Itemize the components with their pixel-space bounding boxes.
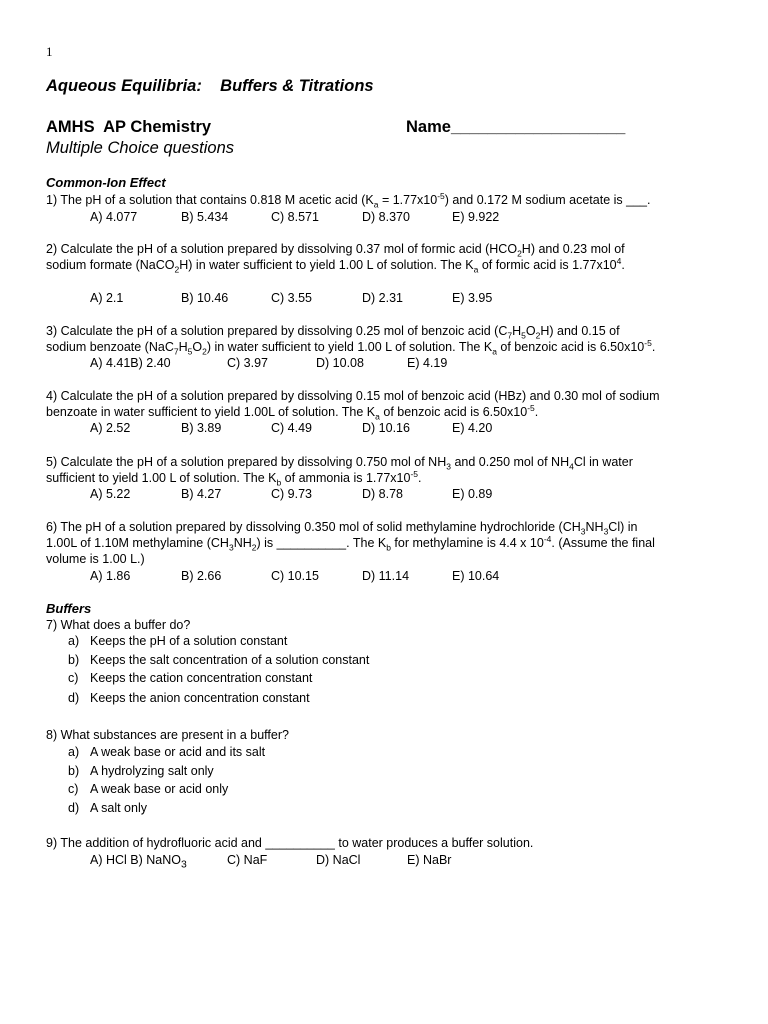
option-text: A salt only xyxy=(90,801,147,815)
question-8-line-1: 8) What substances are present in a buffer? xyxy=(46,728,289,742)
question-4-line-2: benzoate in water sufficient to yield 1.00L of solution. The $K_a$ of benzoic acid is $6.50x10^{-5}$. xyxy=(46,402,539,422)
choice[interactable]: D) 8.78 xyxy=(362,487,403,501)
option-text: Keeps the cation concentration constant xyxy=(90,671,313,685)
question-6-choices xyxy=(0,568,600,584)
question-3-line-1: 3) Calculate the pH of a solution prepared by dissolving 0.25 mol of benzoic acid $(C_7H_5O_2H)$ and 0.15 of xyxy=(46,324,620,341)
choice[interactable]: B) 3.89 xyxy=(181,421,222,435)
option-text: Keeps the salt concentration of a solution constant xyxy=(90,653,370,667)
choice[interactable]: A) 4.077 xyxy=(90,210,138,224)
choice[interactable]: A) HCl B) NaNO$_3$ xyxy=(90,853,187,871)
question-6-line-2: 1.00L of 1.10M methylamine $(CH_3NH_2)$ is __________. The $K_b$ for methylamine is 4.4 x $10^{-4}$. (Assume the final xyxy=(46,533,655,553)
choice[interactable]: D) 2.31 xyxy=(362,291,403,305)
question-8-option-a[interactable] xyxy=(68,744,265,760)
question-4-choices xyxy=(0,420,600,436)
question-7-option-c[interactable] xyxy=(68,670,312,686)
question-1-choices xyxy=(0,209,600,225)
question-3-line-2: sodium benzoate $(NaC_7H_5O_2)$ in water sufficient to yield 1.00 L of solution. The $K_a$ of benzoic acid is $6.50x10^{-5}$. xyxy=(46,337,656,357)
question-2-choices xyxy=(0,290,600,306)
choice[interactable]: E) 9.922 xyxy=(452,210,500,224)
question-3-choices xyxy=(0,355,600,371)
choice[interactable]: A) 1.86 xyxy=(90,569,131,583)
question-8-option-d[interactable] xyxy=(68,800,147,816)
question-5-choices xyxy=(0,486,600,502)
choice[interactable]: B) 5.434 xyxy=(181,210,229,224)
choice[interactable]: C) 10.15 xyxy=(271,569,319,583)
choice[interactable]: D) 8.370 xyxy=(362,210,410,224)
choice[interactable]: D) 10.08 xyxy=(316,356,364,370)
choice[interactable]: A) 5.22 xyxy=(90,487,131,501)
option-letter: d) xyxy=(68,801,80,815)
choice[interactable]: E) NaBr xyxy=(407,853,452,867)
choice[interactable]: A) 4.41B) 2.40 xyxy=(90,356,171,370)
choice[interactable]: E) 4.20 xyxy=(452,421,493,435)
question-6-line-1: 6) The pH of a solution prepared by dissolving 0.350 mol of solid methylamine hydrochloride $(CH_3NH_3Cl)$ in xyxy=(46,520,638,537)
section-heading-buffers: Buffers xyxy=(46,601,92,616)
choice[interactable]: C) 9.73 xyxy=(271,487,312,501)
question-6-line-3: volume is 1.00 L.) xyxy=(46,552,145,566)
option-letter: a) xyxy=(68,745,80,759)
question-7-line-1: 7) What does a buffer do? xyxy=(46,618,191,632)
choice[interactable]: B) 10.46 xyxy=(181,291,229,305)
option-letter: c) xyxy=(68,671,79,685)
question-8-option-c[interactable] xyxy=(68,781,228,797)
question-7-option-d[interactable] xyxy=(68,690,310,706)
question-4-line-1: 4) Calculate the pH of a solution prepared by dissolving 0.15 mol of benzoic acid (HBz) and 0.30 mol of sodium xyxy=(46,389,660,403)
choice[interactable]: C) 3.55 xyxy=(271,291,312,305)
question-7-option-a[interactable] xyxy=(68,633,287,649)
question-2-line-2: sodium formate (NaCO$_2$H) in water sufficient to yield 1.00 L of solution. The $K_a$ of formic acid is $1.77x10^4$. xyxy=(46,255,625,275)
choice[interactable]: D) 11.14 xyxy=(362,569,410,583)
option-letter: c) xyxy=(68,782,79,796)
question-5-line-1: 5) Calculate the pH of a solution prepared by dissolving 0.750 mol of $NH_3$ and 0.250 mol of $NH_4Cl$ in water xyxy=(46,455,633,472)
option-letter: a) xyxy=(68,634,80,648)
option-text: A weak base or acid and its salt xyxy=(90,745,266,759)
choice[interactable]: E) 10.64 xyxy=(452,569,500,583)
choice[interactable]: E) 0.89 xyxy=(452,487,493,501)
question-9-line-1: 9) The addition of hydrofluoric acid and __________ to water produces a buffer solution. xyxy=(46,836,534,850)
option-text: Keeps the anion concentration constant xyxy=(90,691,310,705)
choice[interactable]: C) 3.97 xyxy=(227,356,268,370)
choice[interactable]: B) 2.66 xyxy=(181,569,222,583)
choice[interactable]: E) 4.19 xyxy=(407,356,448,370)
choice[interactable]: A) 2.52 xyxy=(90,421,131,435)
question-7-option-b[interactable] xyxy=(68,652,369,668)
option-letter: b) xyxy=(68,653,80,667)
option-text: A weak base or acid only xyxy=(90,782,229,796)
choice[interactable]: C) NaF xyxy=(227,853,268,867)
choice[interactable]: D) 10.16 xyxy=(362,421,410,435)
page-number: 1 xyxy=(46,44,53,59)
course-title: AMHS AP Chemistry xyxy=(46,118,212,136)
question-5-line-2: sufficient to yield 1.00 L of solution. The $K_b$ of ammonia is $1.77x10^{-5}$. xyxy=(46,468,422,488)
choice[interactable]: C) 8.571 xyxy=(271,210,319,224)
question-1-line-1: 1) The pH of a solution that contains 0.818 M acetic acid $(K_a = 1.77x10^{-5})$ and 0.172 M sodium acetate is ___. xyxy=(46,190,651,210)
option-text: Keeps the pH of a solution constant xyxy=(90,634,288,648)
section-heading-common-ion: Common-Ion Effect xyxy=(46,175,166,190)
option-letter: b) xyxy=(68,764,80,778)
document-subtitle: Multiple Choice questions xyxy=(46,139,235,157)
document-title: Aqueous Equilibria: Buffers & Titrations xyxy=(46,77,374,95)
choice[interactable]: A) 2.1 xyxy=(90,291,124,305)
choice[interactable]: E) 3.95 xyxy=(452,291,493,305)
choice[interactable]: B) 4.27 xyxy=(181,487,222,501)
question-8-option-b[interactable] xyxy=(68,763,214,779)
choice[interactable]: C) 4.49 xyxy=(271,421,312,435)
choice[interactable]: D) NaCl xyxy=(316,853,361,867)
question-2-line-1: 2) Calculate the pH of a solution prepared by dissolving 0.37 mol of formic acid $(HCO_2H)$ and 0.23 mol of xyxy=(46,242,625,259)
name-field[interactable]: Name___________________ xyxy=(406,118,626,136)
option-text: A hydrolyzing salt only xyxy=(90,764,214,778)
option-letter: d) xyxy=(68,691,80,705)
question-9-choices xyxy=(0,852,600,871)
